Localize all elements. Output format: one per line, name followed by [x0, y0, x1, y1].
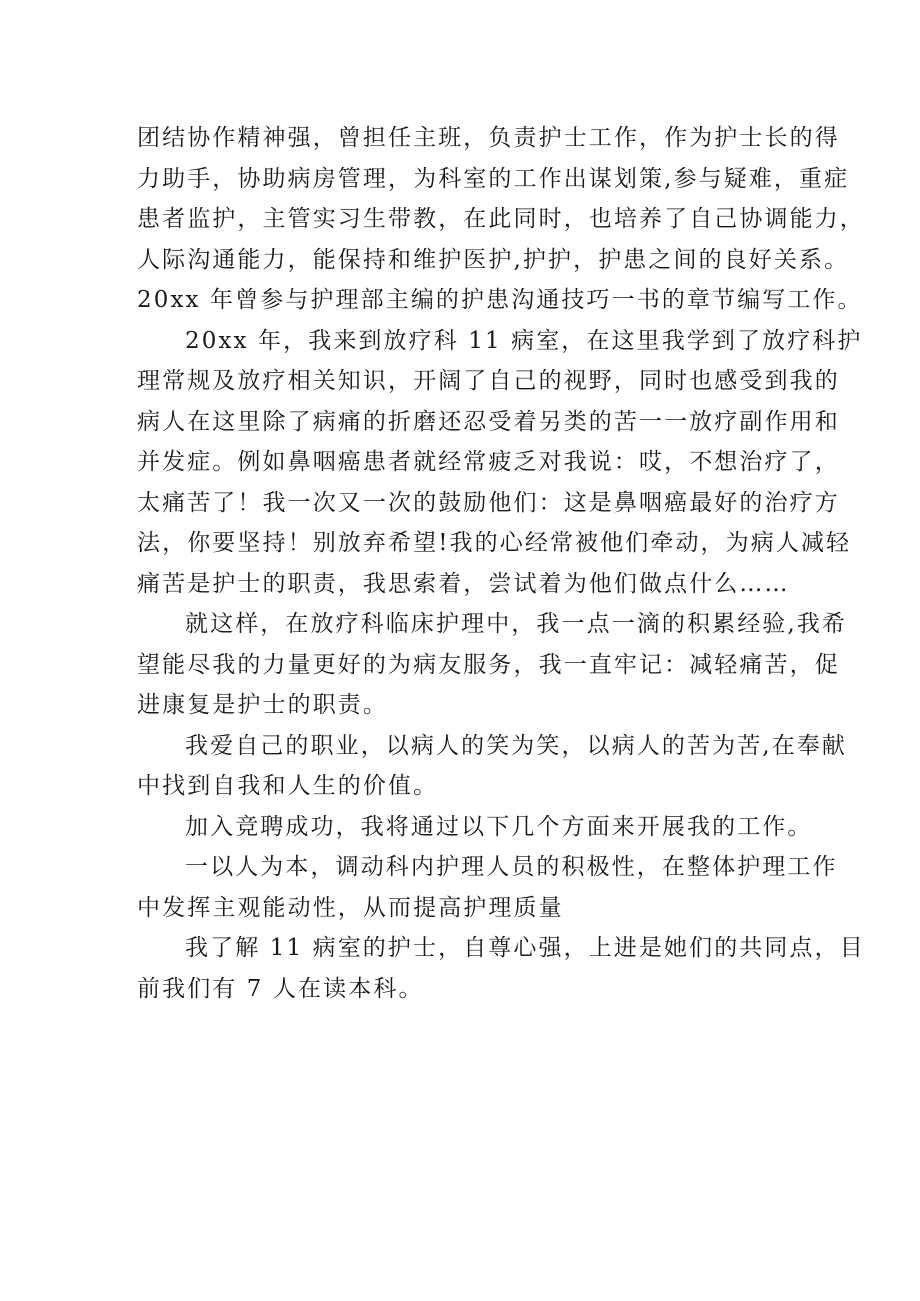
text-line: 并发症。例如鼻咽癌患者就经常疲乏对我说：哎，不想治疗了， [137, 449, 840, 475]
text-line: 一以人为本，调动科内护理人员的积极性，在整体护理工作 [185, 854, 838, 880]
text-line: 我爱自己的职业，以病人的笑为笑，以病人的苦为苦,在奉献 [185, 732, 848, 759]
text-line: 20xx 年曾参与护理部主编的护患沟通技巧一书的章节编写工作。 [137, 287, 863, 313]
text-line: 人际沟通能力，能保持和维护医护,护护，护患之间的良好关系。 [137, 246, 850, 273]
paragraph-5 [137, 807, 813, 848]
text-line: 望能尽我的力量更好的为病友服务，我一直牢记：减轻痛苦，促 [137, 651, 840, 678]
text-line: 就这样，在放疗科临床护理中，我一点一滴的积累经验,我希 [185, 611, 848, 637]
text-line: 我了解 11 病室的护士，自尊心强，上进是她们的共同点，目 [185, 935, 865, 961]
text-line: 法，你要坚持！别放弃希望!我的心经常被他们牵动，为病人减轻 [137, 530, 852, 556]
text-line: 加入竞聘成功，我将通过以下几个方面来开展我的工作。 [185, 813, 813, 840]
text-line: 理常规及放疗相关知识，开阔了自己的视野，同时也感受到我的 [137, 368, 840, 394]
text-line: 20xx 年，我来到放疗科 11 病室，在这里我学到了放疗科护 [185, 327, 863, 354]
text-line: 进康复是护士的职责。 [137, 692, 388, 718]
text-line: 太痛苦了！我一次又一次的鼓励他们：这是鼻咽癌最好的治疗方 [137, 489, 840, 516]
paragraph-1 [137, 118, 865, 321]
text-line: 团结协作精神强，曾担任主班，负责护士工作，作为护士长的得 [137, 125, 840, 151]
text-line: 前我们有 7 人在读本科。 [137, 975, 424, 1002]
paragraph-3 [137, 604, 848, 726]
paragraph-6 [137, 847, 838, 928]
text-line: 患者监护，主管实习生带教，在此同时，也培养了自己协调能力， [137, 206, 865, 232]
text-line: 中找到自我和人生的价值。 [137, 773, 439, 799]
text-line: 痛苦是护士的职责，我思索着，尝试着为他们做点什么…… [137, 570, 790, 597]
text-line: 病人在这里除了病痛的折磨还忍受着另类的苦一一放疗副作用和 [137, 408, 840, 435]
document-body [137, 118, 865, 1009]
paragraph-2 [137, 321, 863, 605]
text-line: 中发挥主观能动性，从而提高护理质量 [137, 894, 564, 921]
text-line: 力助手，协助病房管理，为科室的工作出谋划策,参与疑难，重症 [137, 165, 850, 192]
paragraph-4 [137, 726, 848, 807]
paragraph-7 [137, 928, 865, 1009]
